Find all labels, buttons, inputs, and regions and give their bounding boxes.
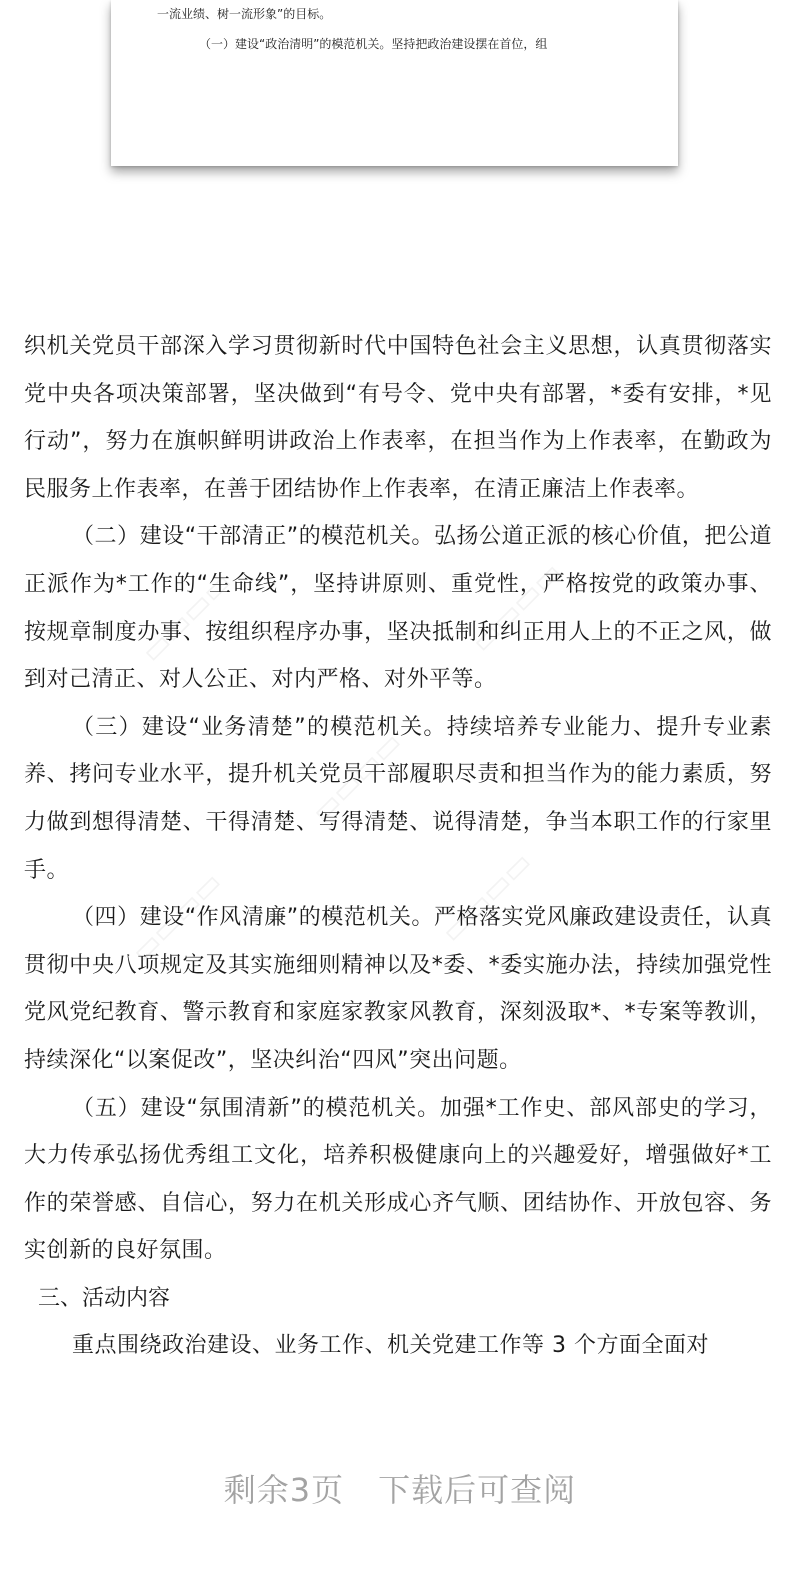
watermark-decoration: ▭▭▭▭ — [134, 565, 240, 670]
paragraph-continuation: 织机关党员干部深入学习贯彻新时代中国特色社会主义思想，认真贯彻落实党中央各项决策部署，坚决做到“有号令、党中央有部署，*委有安排，*见行动”，努力在旗帜鲜明讲政治上作表率，在担当作为上作表率，在勤政为民服务上作表率，在善于团结协作上作表率，在清正廉洁上作表率。 — [24, 334, 772, 502]
watermark-decoration: ▭▭▭▭ — [124, 865, 230, 970]
section-heading-activity-content: 三、活动内容 — [38, 1285, 171, 1311]
watermark-decoration: ▭▭▭▭ — [464, 555, 570, 660]
paragraph-cadre-integrity: （二）建设“干部清正”的模范机关。弘扬公道正派的核心价值，把公道正派作为*工作的“生命线”，坚持讲原则、重党性，严格按党的政策办事、按规章制度办事、按组织程序办事，坚决抵制和纠正用人上的不正之风，做到对己清正、对人公正、对内严格、对外平等。 — [24, 524, 772, 693]
preview-line-1: 一流业绩、树一流形象”的目标。 — [157, 7, 332, 21]
paragraph-activity-content: 重点围绕政治建设、业务工作、机关党建工作等 3 个方面全面对 — [72, 1333, 709, 1359]
remaining-pages-label: 剩余3页 — [223, 1471, 345, 1509]
document-body — [24, 323, 772, 1370]
paragraph-clean-conduct: （四）建设“作风清廉”的模范机关。严格落实党风廉政建设责任，认真贯彻中央八项规定及其实施细则精神以及*委、*委实施办法，持续加强党性党风党纪教育、警示教育和家庭家教家风教育，深刻汲取*、*专案等教训，持续深化“以案促改”，坚决纠治“四风”突出问题。 — [24, 905, 772, 1073]
download-to-view-label: 下载后可查阅 — [378, 1471, 577, 1509]
preview-line-2: （一）建设“政治清明”的模范机关。坚持把政治建设摆在首位，组 — [199, 37, 548, 51]
watermark-decoration: ▭▭▭▭ — [434, 845, 540, 950]
previous-page-preview — [111, 0, 678, 166]
paragraph-fresh-atmosphere: （五）建设“氛围清新”的模范机关。加强*工作史、部风部史的学习，大力传承弘扬优秀组工文化，培养积极健康向上的兴趣爱好，增强做好*工作的荣誉感、自信心，努力在机关形成心齐气顺、团结协作、开放包容、务实创新的良好氛围。 — [24, 1095, 772, 1264]
paragraph-business-clarity: （三）建设“业务清楚”的模范机关。持续培养专业能力、提升专业素养、拷问专业水平，提升机关党员干部履职尽责和担当作为的能力素质，努力做到想得清楚、干得清楚、写得清楚、说得清楚，争当本职工作的行家里手。 — [24, 714, 772, 883]
download-prompt[interactable] — [0, 1465, 800, 1511]
watermark-decoration: ▭▭▭▭ — [304, 725, 410, 830]
